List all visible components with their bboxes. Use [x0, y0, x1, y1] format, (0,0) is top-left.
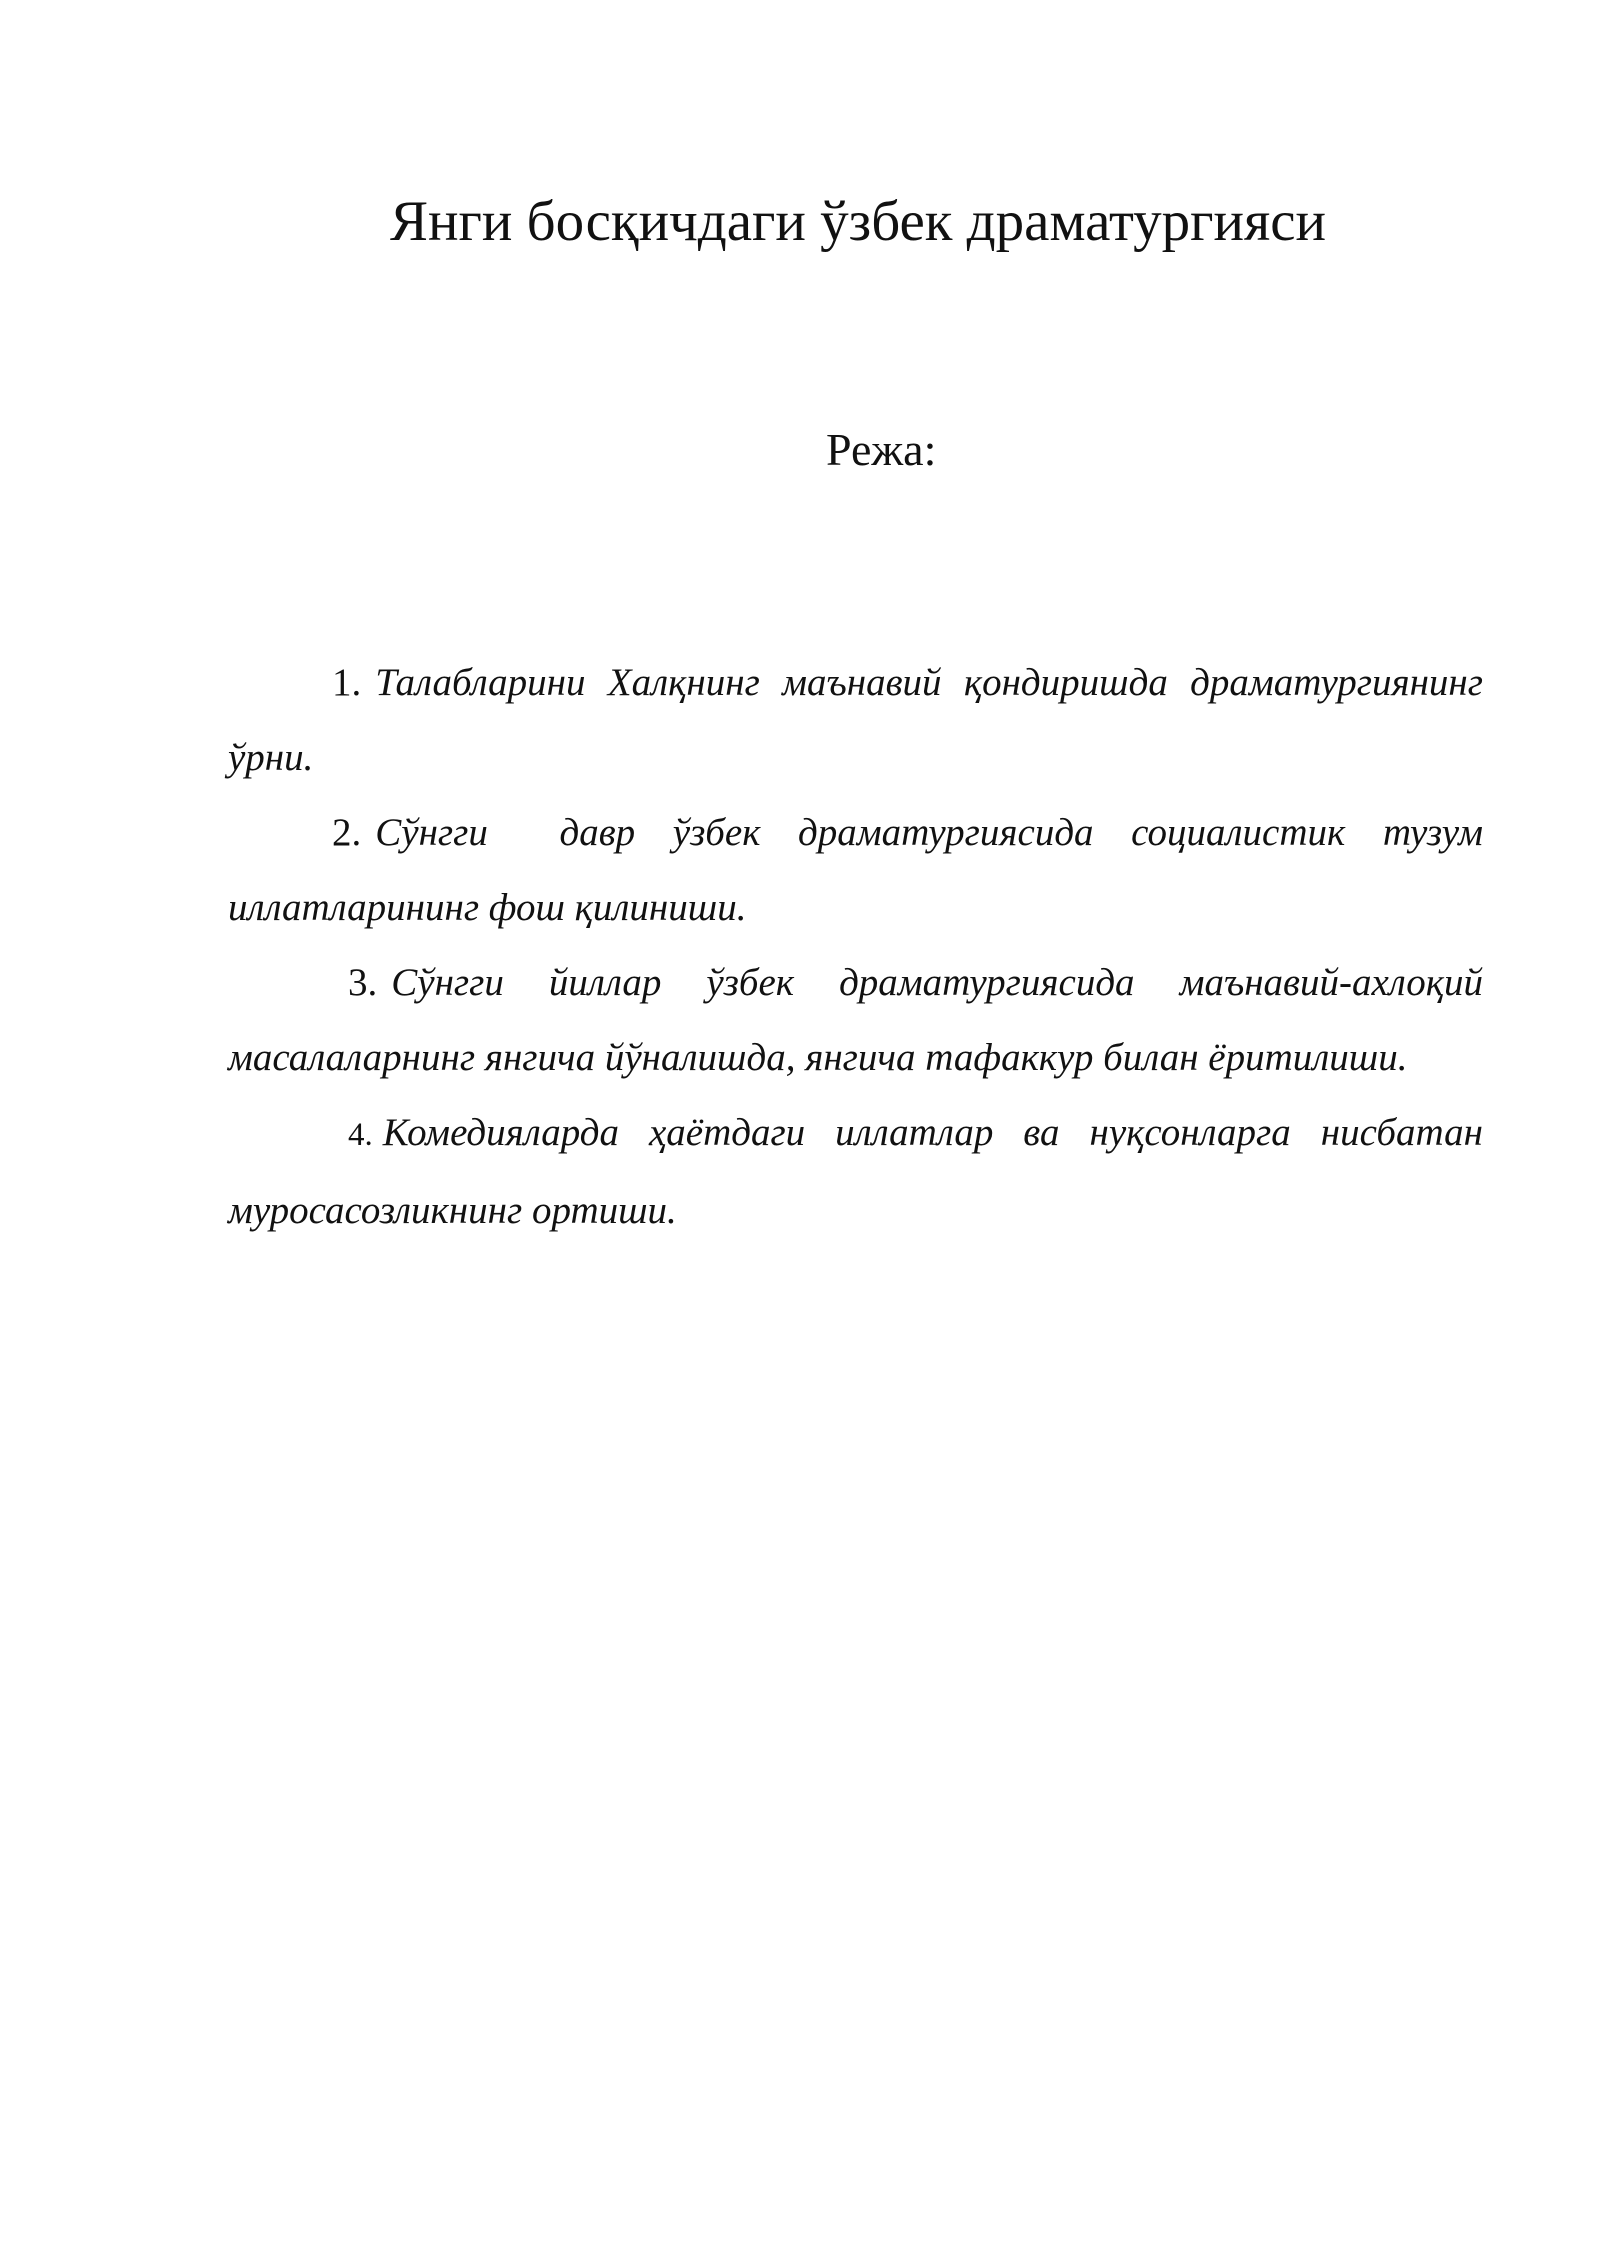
plan-item-text: давр ўзбек драматургиясида социалистик тузум иллатларининг фош қилиниши.	[228, 811, 1484, 929]
plan-item-text: Сўнгги йиллар ўзбек драматургиясида маънавий-ахлоқий масалаларнинг янгича йўналишда, янгича тафаккур билан ёритилиши.	[228, 961, 1483, 1079]
plan-item-text-start: Сўнгги	[375, 811, 488, 854]
plan-item	[228, 645, 1483, 795]
plan-item-text: Талабларини Халқнинг маънавий қондиришда драматургиянинг ўрни.	[228, 661, 1483, 779]
plan-item	[228, 1095, 1483, 1248]
plan-list	[228, 645, 1483, 1248]
plan-item-number: 4.	[348, 1117, 373, 1153]
plan-item	[228, 945, 1483, 1095]
document-title: Янги босқичдаги ўзбек драматургияси	[390, 190, 1327, 253]
plan-item-number: 3.	[348, 961, 378, 1004]
plan-item	[228, 795, 1483, 945]
plan-item-text: Комедияларда ҳаётдаги иллатлар ва нуқсонларга нисбатан муросасозликнинг ортиши.	[228, 1111, 1483, 1232]
plan-item-number: 1.	[332, 661, 362, 704]
plan-heading: Режа:	[826, 424, 937, 475]
plan-item-number: 2.	[332, 811, 362, 854]
